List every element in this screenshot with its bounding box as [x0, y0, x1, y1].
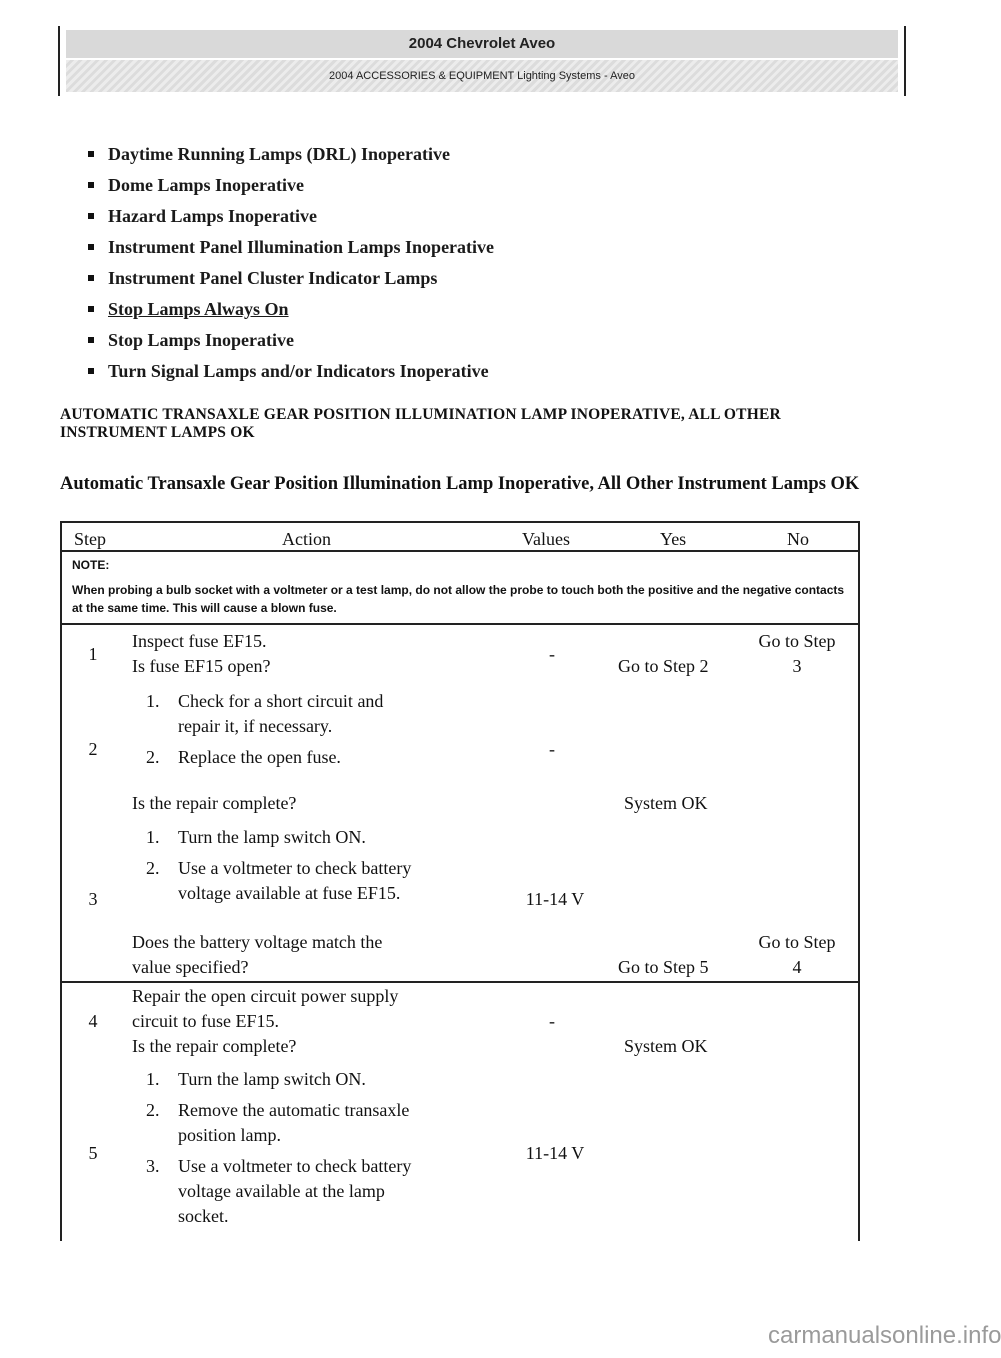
column-header-yes: Yes	[660, 529, 687, 549]
watermark: carmanualsonline.info	[768, 1322, 1001, 1349]
step-action-list	[132, 689, 383, 770]
step-question: value specified?	[132, 957, 249, 977]
row-divider	[62, 623, 858, 625]
column-header-action: Action	[282, 529, 331, 549]
step-question: Does the battery voltage match the	[132, 932, 383, 952]
bullet-icon	[88, 306, 94, 312]
column-header-step: Step	[74, 529, 107, 549]
step-action-list	[132, 1067, 411, 1229]
page-header	[58, 26, 906, 96]
list-item: 2. Replace the open fuse.	[146, 747, 341, 767]
column-header-values: Values	[522, 529, 570, 549]
link-dome-lamps[interactable]: Dome Lamps Inoperative	[108, 175, 304, 195]
step-value: 11-14 V	[525, 889, 585, 909]
list-item[interactable]	[88, 233, 494, 264]
step-action-list	[132, 825, 411, 906]
step-value: -	[549, 1011, 555, 1031]
step-number: 3	[88, 889, 98, 909]
step-number: 1	[88, 644, 98, 664]
step-number: 5	[88, 1143, 98, 1163]
step-question: Is fuse EF15 open?	[132, 656, 271, 676]
link-stop-lamps-inoperative[interactable]: Stop Lamps Inoperative	[108, 330, 295, 350]
step-action: Inspect fuse EF15.	[132, 631, 267, 651]
link-ip-illumination[interactable]: Instrument Panel Illumination Lamps Inoperative	[108, 237, 495, 257]
bullet-icon	[88, 275, 94, 281]
row-divider	[62, 981, 858, 983]
step-value: -	[549, 739, 555, 759]
note-label: NOTE:	[72, 558, 110, 572]
step-question: Is the repair complete?	[132, 793, 297, 813]
link-ipc-indicator[interactable]: Instrument Panel Cluster Indicator Lamps	[108, 268, 438, 288]
list-item[interactable]	[88, 264, 494, 295]
step-no-link[interactable]: Go to Step	[758, 631, 836, 651]
step-no-link[interactable]: 3	[792, 656, 802, 676]
step-no-link[interactable]: Go to Step	[758, 932, 836, 952]
document-title: 2004 Chevrolet Aveo	[66, 30, 898, 58]
link-hazard-lamps[interactable]: Hazard Lamps Inoperative	[108, 206, 317, 226]
list-item: 1. Turn the lamp switch ON.	[146, 1069, 366, 1089]
step-yes-text: System OK	[624, 1036, 708, 1056]
diagnostic-table	[60, 521, 860, 1241]
bullet-icon	[88, 213, 94, 219]
link-drl-inoperative[interactable]: Daytime Running Lamps (DRL) Inoperative	[108, 144, 451, 164]
document-subtitle: 2004 ACCESSORIES & EQUIPMENT Lighting Systems - Aveo	[66, 60, 898, 92]
link-turn-signal[interactable]: Turn Signal Lamps and/or Indicators Inoperative	[108, 361, 489, 381]
step-value: -	[549, 644, 555, 664]
step-value: 11-14 V	[525, 1143, 585, 1163]
row-divider	[62, 550, 858, 552]
step-action: circuit to fuse EF15.	[132, 1011, 279, 1031]
list-item: 3. Use a voltmeter to check battery voltage available at the lamp socket.	[146, 1156, 412, 1226]
link-stop-lamps-on[interactable]: Stop Lamps Always On	[108, 299, 289, 319]
table-title: Automatic Transaxle Gear Position Illumination Lamp Inoperative, All Other Instrument Lamps OK	[60, 474, 860, 494]
list-item[interactable]	[88, 171, 494, 202]
step-yes-text: System OK	[624, 793, 708, 813]
bullet-icon	[88, 337, 94, 343]
bullet-icon	[88, 244, 94, 250]
step-number: 2	[88, 739, 98, 759]
list-item: 2. Remove the automatic transaxle position lamp.	[146, 1100, 410, 1145]
note-text: When probing a bulb socket with a voltmeter or a test lamp, do not allow the probe to touch both the positive and the negative contacts at the same time. This will cause a blown fuse.	[72, 583, 845, 615]
step-question: Is the repair complete?	[132, 1036, 297, 1056]
step-no-link[interactable]: 4	[792, 957, 802, 977]
step-yes-link[interactable]: Go to Step 2	[618, 656, 709, 676]
step-action: Repair the open circuit power supply	[132, 986, 399, 1006]
column-header-no: No	[787, 529, 809, 549]
bullet-icon	[88, 368, 94, 374]
section-heading: AUTOMATIC TRANSAXLE GEAR POSITION ILLUMINATION LAMP INOPERATIVE, ALL OTHER INSTRUMENT LAMPS OK	[60, 406, 781, 441]
list-item[interactable]	[88, 357, 494, 388]
step-number: 4	[88, 1011, 98, 1031]
list-item[interactable]	[88, 295, 494, 326]
list-item[interactable]	[88, 326, 494, 357]
step-yes-link[interactable]: Go to Step 5	[618, 957, 709, 977]
list-item[interactable]	[88, 202, 494, 233]
bullet-icon	[88, 182, 94, 188]
related-topics-list	[88, 140, 494, 388]
list-item: 1. Check for a short circuit and repair it, if necessary.	[146, 691, 384, 736]
list-item: 2. Use a voltmeter to check battery voltage available at fuse EF15.	[146, 858, 412, 903]
list-item[interactable]	[88, 140, 494, 171]
bullet-icon	[88, 151, 94, 157]
list-item: 1. Turn the lamp switch ON.	[146, 827, 366, 847]
